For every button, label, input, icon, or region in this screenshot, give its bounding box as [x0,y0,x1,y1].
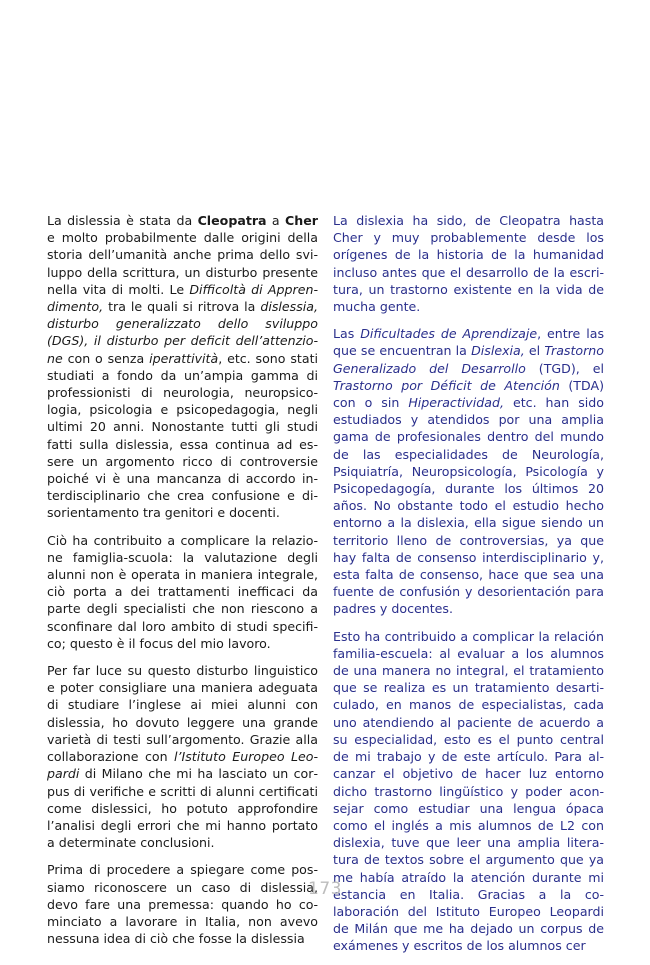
italic-term: Dislexia, [471,343,525,359]
spanish-paragraph-3: Esto ha contribuido a complicar la relación familia-escuela: al evaluar a los alumnos de una manera no integral, el tratamiento que se realiza es un tratamiento desarticulado, en manos de especialistas, cada uno atendiendo al paciente de acuerdo a su especialidad, esto es el punto central de mi trabajo y de este artículo. Para alcanzar el objetivo de hacer luz entorno dicho trastorno lingüístico y poder aconsejar como estudiar una lengua ópaca como el inglés a mis alumnos de L2 con dislexia, tuve que leer una amplia literatura de textos sobre el argumento que ya me había atraído la atención durante mi estancia en Italia. Gracias a la colaboración del Istituto Europeo Leopardi de Milán que me ha dejado un corpus de exámenes y escritos de los alumnos cer [333,628,604,954]
page-number: 173 [308,879,342,899]
italic-term: dislessia, disturbo generalizzato dello sviluppo (DGS), il disturbo per deficit dell’attenzione [47,299,318,366]
italian-paragraph-4: Prima di procedere a spiegare come possiamo riconoscere un caso di dislessia, devo fare una premessa: quando ho cominciato a lavorare in Italia, non avevo nessuna idea di ciò che fosse la dislessia [47,862,318,947]
bold-name-cleopatra: Cleopatra [197,213,267,228]
text-run: (TGD), el [525,360,604,376]
text-run: a [266,213,286,228]
italic-term: Difficoltà di Apprendimento, [47,281,318,315]
italian-column [47,212,318,957]
spanish-paragraph-2 [333,325,604,617]
text-run: Per far luce su questo disturbo linguistico e poter consigliare una maniera adeguata di studiare l’inglese ai miei alunni con dislessia, ho dovuto leggere una grande varietà di testi sull’argomento. Grazie alla collaborazione con [47,663,318,765]
spanish-column [333,212,604,965]
text-run: e molto probabilmente dalle origini della storia dell’umanità anche prima dello sviluppo della scrittura, un disturbo presente nella vita di molti. Le [47,230,318,297]
italian-paragraph-1 [47,212,318,522]
bold-name-cher: Cher [285,213,318,228]
spanish-paragraph-1: La dislexia ha sido, de Cleopatra hasta Cher y muy probablemente desde los orígenes de la historia de la humanidad incluso antes que el desarrollo de la escritura, un trastorno existente en la vida de mucha gente. [333,213,604,315]
text-run: tra le quali si ritrova la [103,299,261,315]
text-run: La dislessia è stata da [47,213,198,228]
text-run: (TDA) con o sin [333,377,604,411]
italic-term: iperattività [149,350,219,366]
italic-term: l’Istituto Europeo Leopardi [47,749,318,782]
italic-term: Trastorno por Déficit de Atención [333,377,560,393]
text-run: etc. han sido estudiados y atendidos por una amplia gama de profesionales dentro del mundo de las especialidades de Neurología, Psiquiatría, Neuropsicología, Psicología y Psicopedagogía, durante los últimos 20 años. No obstante todo el estudio hecho entorno a la dislexia, ella sigue siendo un territorio lleno de controversias, ya que hay falta de consenso interdisciplinario y, esta falta de consenso, hace que sea una fuente de confusión y desorientación para padres y docentes. [333,395,604,617]
text-run: el [524,343,545,359]
text-run: di Milano che mi ha lasciato un corpus di verifiche e scritti di alunni certificati come dislessici, ho potuto approfondire l’analisi degli errori che mi hanno portato a determinate conclusioni. [47,766,318,851]
text-run: , entre las que se encuentran la [333,326,605,359]
italian-paragraph-2: Ciò ha contribuito a complicare la relazione famiglia-scuola: la valutazione degli alunni non è operata in maniera integrale, ciò porta a dei trattamenti inefficaci da parte degli specialisti che non riescono a sconfinare dal loro ambito di studi specifico; questo è il focus del mio lavoro. [47,532,318,651]
italic-term: Trastorno Generalizado del Desarrollo [333,343,604,376]
text-run: con o senza [62,350,150,366]
text-run: , etc. sono stati studiati a fondo da un’ampia gamma di professionisti di neurologia, neuropsicologia, psicologia e psicopedagogia, negli ultimi 20 anni. Nonostante tutti gli studi fatti sulla dislessia, essa continua ad essere un argomento ricco di controversie poiché vi è una mancanza di accordo interdisciplinario che crea confusione e disorientamento tra genitori e docenti. [47,350,319,521]
text-run: Las [333,326,361,342]
italian-paragraph-3 [47,662,318,851]
italic-term: Hiperactividad, [408,395,504,411]
italic-term: Dificultades de Aprendizaje [360,326,538,342]
